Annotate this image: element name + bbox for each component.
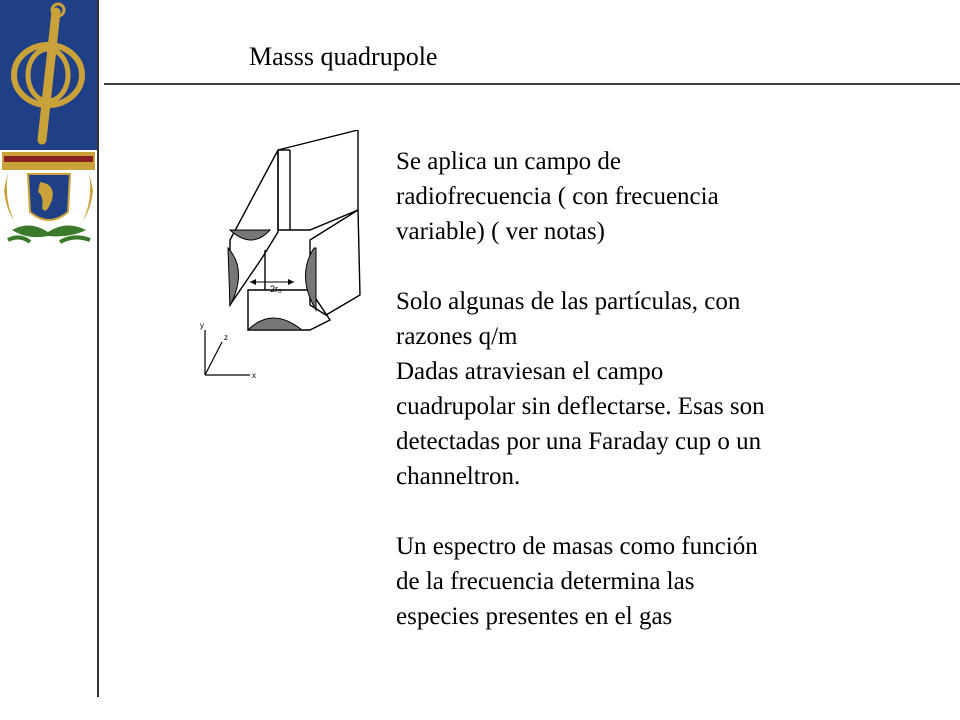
label-y: y xyxy=(200,321,204,330)
label-z: z xyxy=(224,333,228,342)
text-line: variable) ( ver notas) xyxy=(396,218,605,245)
label-x: x xyxy=(252,371,256,380)
text-line: cuadrupolar sin deflectarse. Esas son xyxy=(396,393,765,420)
quadrupole-figure xyxy=(190,130,380,380)
text-line: detectadas por una Faraday cup o un xyxy=(396,428,762,455)
text-line: especies presentes en el gas xyxy=(396,603,673,630)
paragraph-1 xyxy=(396,144,876,249)
text-line: Dadas atraviesan el campo xyxy=(396,358,664,385)
horizontal-rule xyxy=(104,83,960,85)
text-line: Un espectro de masas como función xyxy=(396,533,758,560)
vertical-rule xyxy=(97,0,99,697)
faculty-logo-mark xyxy=(0,0,97,150)
paragraph-2 xyxy=(396,284,876,494)
quadrupole-diagram xyxy=(190,130,380,380)
text-line: Solo algunas de las partículas, con xyxy=(396,288,741,315)
university-emblem xyxy=(0,150,97,258)
text-line: Se aplica un campo de xyxy=(396,148,621,175)
faculty-logo xyxy=(0,0,97,150)
text-line: channeltron. xyxy=(396,463,521,490)
text-line: razones q/m xyxy=(396,323,518,350)
emblem-graphic xyxy=(0,150,97,258)
slide-title: Masss quadrupole xyxy=(249,42,438,71)
text-line: radiofrecuencia ( con frecuencia xyxy=(396,183,719,210)
text-line: de la frecuencia determina las xyxy=(396,568,695,595)
slide-body xyxy=(396,144,876,634)
label-r0: 2r₀ xyxy=(270,284,282,294)
paragraph-3 xyxy=(396,529,876,634)
